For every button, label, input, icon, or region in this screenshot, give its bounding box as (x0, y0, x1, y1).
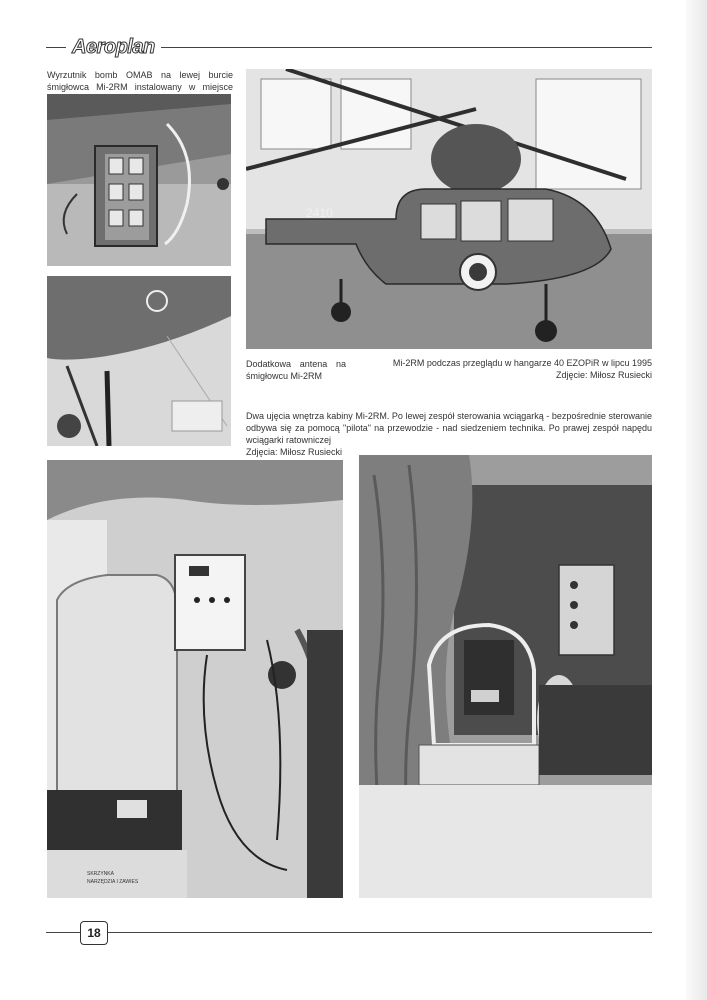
magazine-logo-text: Aeroplan (72, 35, 155, 58)
hangar-caption (380, 357, 652, 381)
cabin-photo-credit: Zdjęcia: Miłosz Rusiecki (246, 447, 343, 457)
bomb-rack-photo (47, 94, 231, 266)
cabin-caption-text: Dwa ujęcia wnętrza kabiny Mi-2RM. Po lewej zespół sterowania wciągarką - bezpośrednie sterowanie odbywa się za pomocą "pilota" na przewodzie - nad siedzeniem technika. Po prawej zespół napędu wciągarki ratowniczej (246, 411, 652, 445)
antenna-caption: Dodatkowa antena na śmigłowcu Mi-2RM (246, 359, 346, 381)
hangar-caption-text: Mi-2RM podczas przeglądu w hangarze 40 EZOPiR w lipcu 1995 (392, 358, 652, 368)
cabin-left-photo (47, 460, 343, 898)
toolbox-stencil-line1: SKRZYNKA (87, 871, 114, 877)
footer-rule-left (46, 932, 80, 933)
antenna-photo (47, 276, 231, 446)
cabin-caption (246, 410, 652, 458)
hangar-photo-credit: Zdjęcie: Miłosz Rusiecki (555, 370, 652, 380)
hangar-helicopter-photo (246, 69, 652, 349)
magazine-logo (66, 36, 161, 58)
page-edge-shadow (686, 0, 707, 1000)
footer-rule-right (108, 932, 652, 933)
bomb-rack-caption: Wyrzutnik bomb OMAB na lewej burcie śmigłowca Mi-2RM instalowany w miejsce (47, 70, 233, 92)
page-number: 18 (80, 921, 108, 945)
toolbox-stencil-line2: NARZĘDZIA I ZAWIES (87, 879, 139, 885)
cabin-right-photo (359, 455, 652, 898)
tail-number: 2410 (306, 206, 333, 220)
